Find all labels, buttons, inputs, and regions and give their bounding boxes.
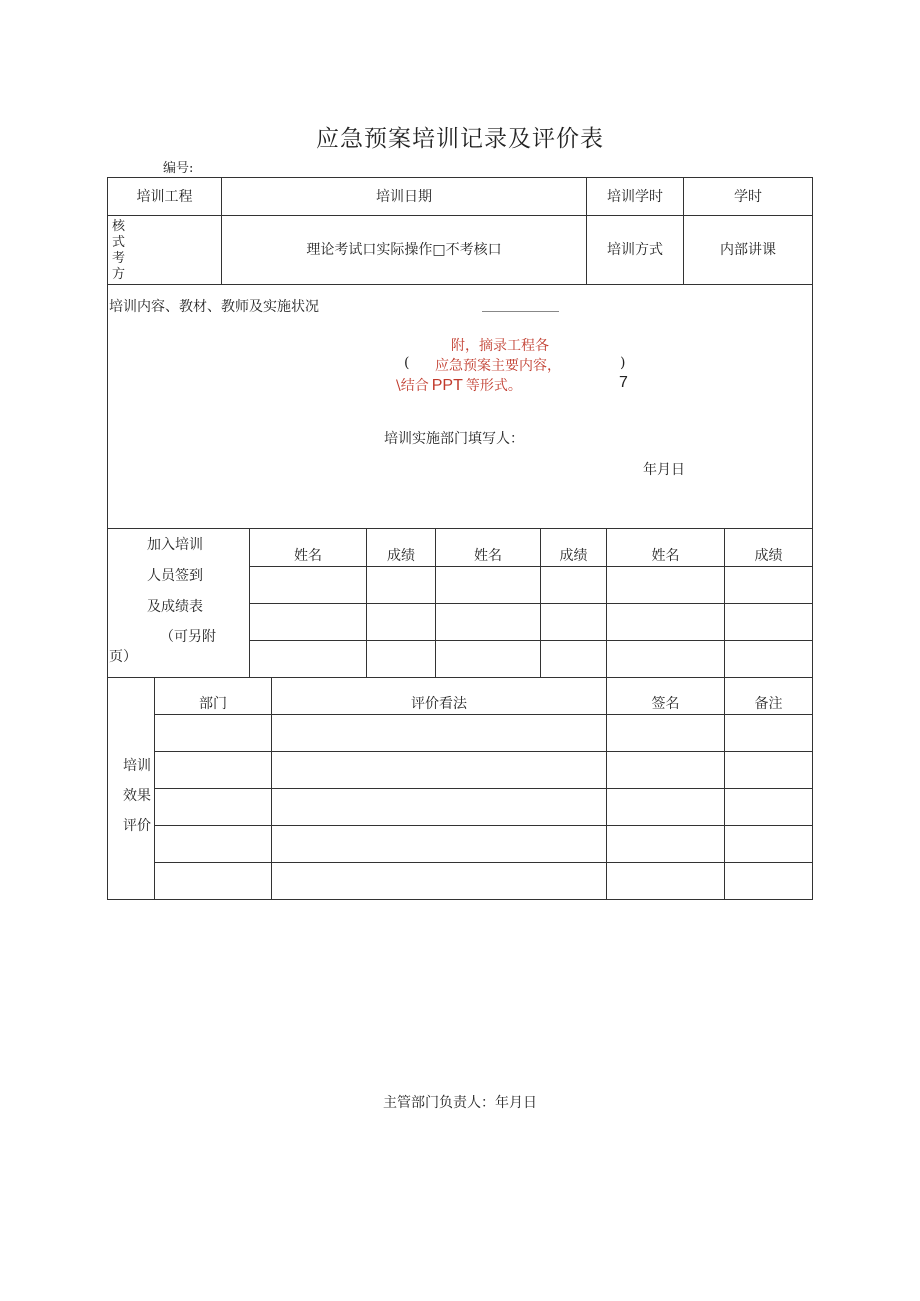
exam-method-char: 核 (112, 219, 126, 234)
exam-method-char: 方 (112, 267, 126, 282)
attendance-label-line: （可另附 (160, 629, 216, 645)
note-line-3 (396, 375, 522, 395)
attendance-label-line: 加入培训 (147, 537, 203, 553)
evaluation-header-remarks: 备注 (754, 696, 783, 712)
content-heading: 培训内容、教材、教师及实施状况 (109, 299, 319, 315)
exam-method-char: 式 (112, 235, 126, 250)
evaluation-label-line: 培训 (123, 758, 151, 774)
note-paren-close: ) (620, 355, 626, 371)
footer-signature-line: 主管部门负责人：年月日 (383, 1095, 537, 1111)
exam-options-text: 理论考试口实际操作□不考核口 (306, 242, 502, 258)
form-number-label: 编号: (163, 161, 194, 176)
training-hours-unit: 学时 (734, 188, 762, 205)
attendance-label-line: 及成绩表 (147, 599, 203, 615)
attendance-header-name: 姓名 (651, 548, 680, 564)
note-line-1: 附，摘录工程各 (451, 338, 549, 354)
note-line-2: 应急预案主要内容， (435, 358, 561, 374)
evaluation-header-opinion: 评价看法 (411, 696, 467, 712)
training-date-label: 培训日期 (376, 188, 432, 205)
attendance-header-score: 成绩 (754, 548, 783, 564)
filler-label: 培训实施部门填写人： (384, 431, 524, 447)
note-line-3-ppt: PPT (431, 377, 463, 394)
blank-underline (482, 311, 559, 312)
content-date-label: 年月日 (643, 462, 685, 478)
note-paren-open: ( (404, 355, 410, 371)
page-title: 应急预案培训记录及评价表 (316, 126, 604, 152)
exam-method-char: 考 (112, 251, 126, 266)
evaluation-header-signature: 签名 (651, 696, 680, 712)
training-mode-label: 培训方式 (607, 242, 663, 258)
training-hours-label: 培训学时 (607, 188, 663, 205)
evaluation-label-line: 评价 (123, 818, 151, 834)
note-line-3-suffix: 等形式。 (465, 378, 522, 394)
attendance-label-line: 页） (109, 649, 137, 665)
note-line-3-prefix: \结合 (396, 378, 429, 394)
training-project-label: 培训工程 (136, 188, 193, 205)
attendance-label-line: 人员签到 (147, 568, 203, 584)
attendance-header-name: 姓名 (294, 548, 322, 564)
attendance-header-score: 成绩 (559, 548, 588, 564)
evaluation-header-department: 部门 (199, 696, 227, 712)
note-seven: 7 (619, 374, 628, 391)
attendance-header-name: 姓名 (474, 548, 502, 564)
evaluation-label-line: 效果 (123, 788, 151, 804)
training-mode-value: 内部讲课 (720, 242, 776, 258)
attendance-header-score: 成绩 (387, 548, 415, 564)
